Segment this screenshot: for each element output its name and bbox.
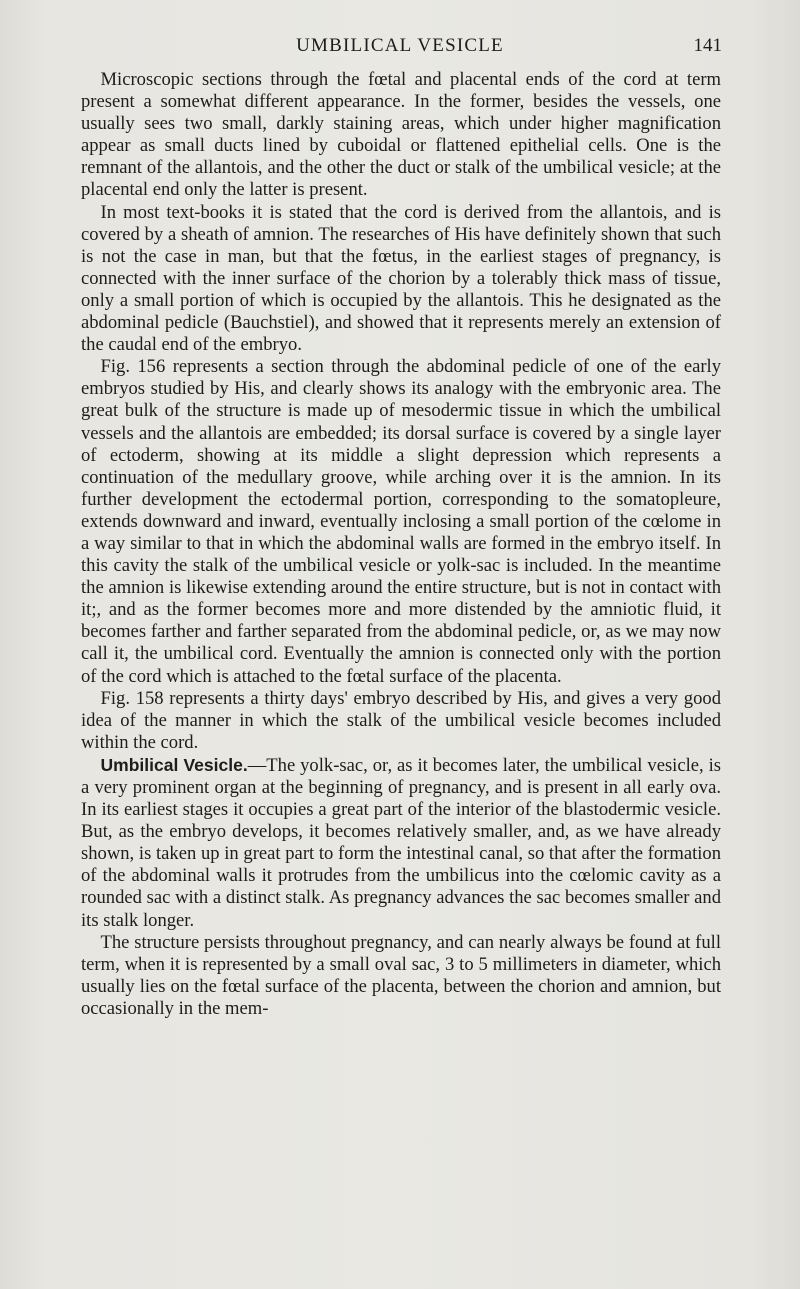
paragraph-fig-156: Fig. 156 represents a section through the abdominal pedicle of one of the early embryos studied by His, and clearly shows its analogy with the embryonic area. The great bulk of the structure is made up of mesodermic tissue in which the umbilical vessels and the allantois are embedded; its dorsal surface is covered by a single layer of ectoderm, showing at its middle a slight depression which represents a continuation of the medullary groove, while arching over it is the amnion. In its further development the ectodermal portion, corresponding to the somatopleure, extends downward and inward, eventually inclosing a small portion of the cœlome in a way similar to that in which the abdominal walls are formed in the embryo itself. In this cavity the stalk of the umbilical vesicle or yolk-sac is included. In the meantime the amnion is likewise extending around the entire structure, but is not in contact with it;, and as the former becomes more and more distended by the amniotic fluid, it becomes farther and farther separated from the abdominal pedicle, or, as we may now call it, the umbilical cord. Eventually the amnion is connected only with the portion of the cord which is attached to the fœtal surface of the placenta.: [81, 356, 721, 687]
paragraph-structure-persists: The structure persists throughout pregnancy, and can nearly always be found at full term, when it is represented by a small oval sac, 3 to 5 millimeters in diameter, which usually lies on the fœtal surface of the placenta, between the chorion and amnion, but occasionally in the mem-: [81, 931, 721, 1019]
section-heading-umbilical-vesicle: Umbilical Vesicle.: [100, 754, 248, 775]
paragraph-fig-158: Fig. 158 represents a thirty days' embryo described by His, and gives a very good idea of the manner in which the stalk of the umbilical vesicle becomes included within the cord.: [81, 687, 721, 753]
body-text: [81, 69, 721, 1020]
paragraph-umbilical-vesicle: Umbilical Vesicle.—The yolk-sac, or, as it becomes later, the umbilical vesicle, is a very prominent organ at the beginning of pregnancy, and is present in all early ova. In its earliest stages it occupies a great part of the interior of the blastodermic vesicle. But, as the embryo develops, it becomes relatively smaller, and, as we have already shown, is taken up in great part to form the intestinal canal, so that after the formation of the abdominal walls it protrudes from the umbilicus into the cœlomic cavity as a rounded sac with a distinct stalk. As pregnancy advances the sac becomes smaller and its stalk longer.: [81, 754, 722, 931]
paragraph-cord-sections: Microscopic sections through the fœtal and placental ends of the cord at term present a somewhat different appearance. In the former, besides the vessels, one usually sees two small, darkly staining areas, which under higher magnification appear as small ducts lined by cuboidal or flattened epithelial cells. One is the remnant of the allantois, and the other the duct or stalk of the umbilical vesicle; at the placental end only the latter is present.: [81, 69, 721, 201]
paragraph-cord-origin: In most text-books it is stated that the cord is derived from the allantois, and is covered by a sheath of amnion. The researches of His have definitely shown that such is not the case in man, but that the fœtus, in the earliest stages of pregnancy, is connected with the inner surface of the chorion by a tolerably thick mass of tissue, only a small portion of which is occupied by the allantois. This he designated as the abdominal pedicle (Bauchstiel), and showed that it represents merely an extension of the caudal end of the embryo.: [81, 201, 721, 356]
page-header: [0, 35, 800, 57]
page-number: 141: [693, 35, 722, 56]
running-title: UMBILICAL VESICLE: [296, 35, 504, 56]
